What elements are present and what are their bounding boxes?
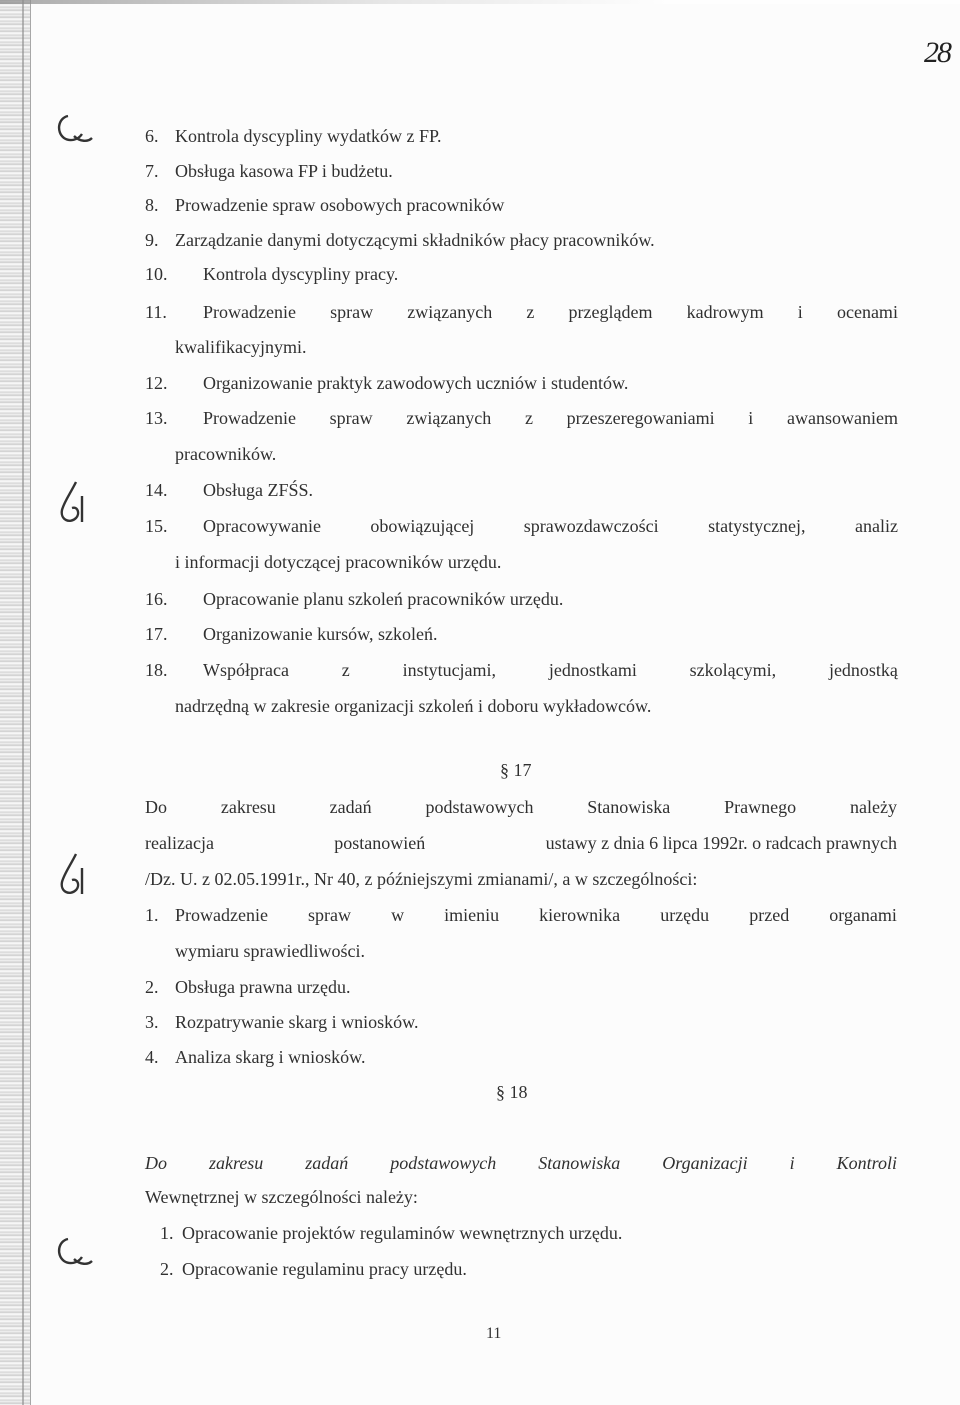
list-item-justified: Współpraca z instytucjami, jednostkami szkolącymi, jednostką (203, 660, 898, 680)
list-item: 4. Analiza skarg i wniosków. (145, 1047, 366, 1067)
list-item-number: 1. (145, 905, 159, 925)
list-item: 6. Kontrola dyscypliny wydatków z FP. (145, 126, 442, 146)
list-item-justified: Prowadzenie spraw związanych z przeszeregowaniami i awansowaniem (203, 408, 898, 428)
list-item-continuation: kwalifikacyjnymi. (175, 337, 307, 357)
list-item: 12. Organizowanie praktyk zawodowych uczniów i studentów. (145, 373, 629, 393)
scan-binding-edge (0, 0, 31, 1405)
list-item-justified: Prowadzenie spraw w imieniu kierownika urzędu przed organami (175, 905, 897, 925)
section-heading: § 18 (496, 1082, 528, 1102)
list-item: 1. Opracowanie projektów regulaminów wewnętrznych urzędu. (160, 1223, 623, 1243)
list-item-number: 11. (145, 302, 167, 322)
list-item-justified: Prowadzenie spraw związanych z przeglądem kadrowym i ocenami (203, 302, 898, 322)
list-item-number: 18. (145, 660, 168, 680)
list-item: 8. Prowadzenie spraw osobowych pracowników (145, 195, 505, 215)
section-heading: § 17 (500, 760, 532, 780)
margin-handwritten-mark (52, 1235, 96, 1273)
list-item: 2. Obsługa prawna urzędu. (145, 977, 351, 997)
section-intro-justified: realizacja postanowień ustawy z dnia 6 lipca 1992r. o radcach prawnych (145, 833, 897, 853)
scan-top-edge (0, 0, 960, 4)
section-intro-justified: Do zakresu zadań podstawowych Stanowiska Prawnego należy (145, 797, 897, 817)
margin-handwritten-mark (52, 852, 96, 898)
list-item: 3. Rozpatrywanie skarg i wniosków. (145, 1012, 419, 1032)
list-item: 16. Opracowanie planu szkoleń pracowników urzędu. (145, 589, 564, 609)
section-intro-justified: Do zakresu zadań podstawowych Stanowiska Organizacji i Kontroli (145, 1153, 897, 1173)
margin-handwritten-mark (52, 112, 96, 150)
scan-binding-line (22, 0, 24, 1405)
list-item: 9. Zarządzanie danymi dotyczącymi składników płacy pracowników. (145, 230, 655, 250)
list-item-continuation: wymiaru sprawiedliwości. (175, 941, 365, 961)
list-item-number: 15. (145, 516, 168, 536)
list-item-continuation: i informacji dotyczącej pracowników urzędu. (175, 552, 502, 572)
margin-handwritten-mark (52, 480, 96, 526)
page-number: 11 (486, 1325, 502, 1342)
list-item-number: 13. (145, 408, 168, 428)
list-item-justified: Opracowywanie obowiązującej sprawozdawczości statystycznej, analiz (203, 516, 898, 536)
list-item-continuation: nadrzędną w zakresie organizacji szkoleń i doboru wykładowców. (175, 696, 652, 716)
handwritten-corner-mark: 28 (924, 36, 950, 69)
list-item: 2. Opracowanie regulaminu pracy urzędu. (160, 1259, 467, 1279)
list-item: 17. Organizowanie kursów, szkoleń. (145, 624, 438, 644)
section-intro: Wewnętrznej w szczególności należy: (145, 1187, 418, 1207)
list-item: 7. Obsługa kasowa FP i budżetu. (145, 161, 393, 181)
list-item: 14. Obsługa ZFŚS. (145, 480, 314, 500)
list-item: 10. Kontrola dyscypliny pracy. (145, 264, 399, 284)
section-intro: /Dz. U. z 02.05.1991r., Nr 40, z późniejszymi zmianami/, a w szczególności: (145, 869, 698, 889)
list-item-continuation: pracowników. (175, 444, 277, 464)
